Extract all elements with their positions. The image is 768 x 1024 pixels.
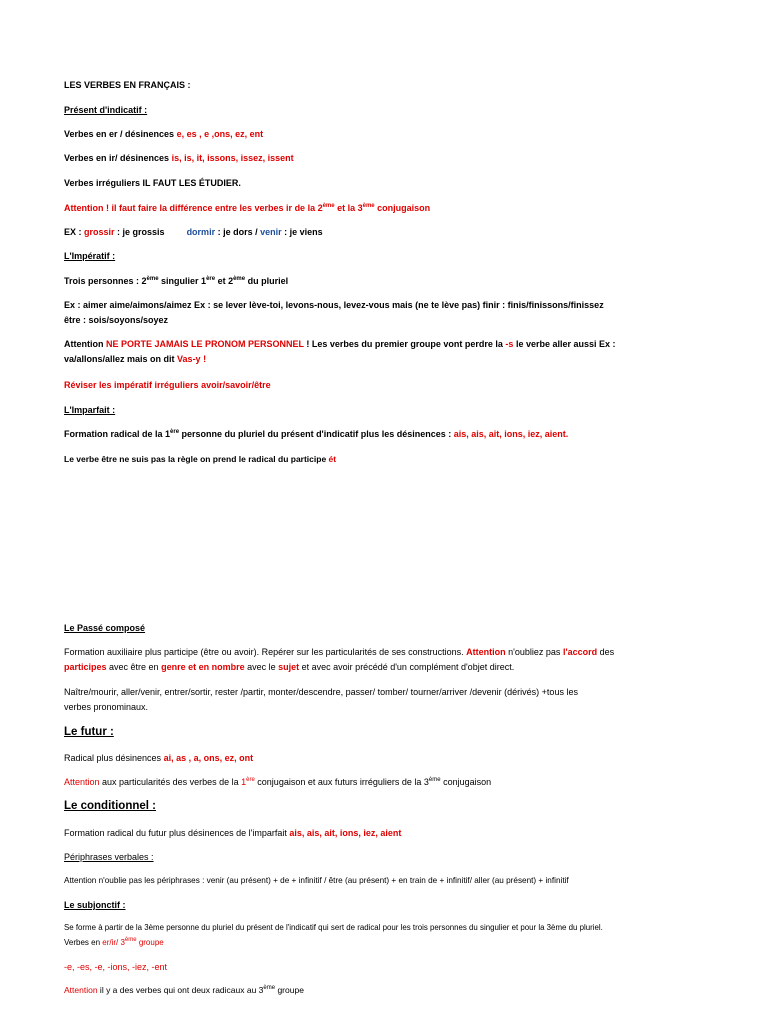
passe-accord: l'accord: [562, 647, 598, 657]
imparfait-formation-line: [64, 428, 728, 440]
attention-vasy: Vas-y !: [177, 354, 207, 364]
attention-text-c: conjugaison: [374, 203, 431, 213]
subjonctif-text: il y a des verbes qui ont deux radicaux au 3: [97, 985, 264, 995]
sup-ordinal: ème: [146, 276, 159, 282]
subjonctif-attention: Attention: [64, 985, 98, 995]
sup-ordinal: ère: [206, 276, 216, 282]
subjonctif-line2: [64, 937, 728, 949]
attention-s: -s: [505, 339, 514, 349]
subjonctif-heading: Le subjonctif :: [64, 900, 126, 910]
persons-text: et 2: [215, 276, 234, 286]
imperatif-examples-line1: Ex : aimer aime/aimons/aimez Ex : se lever lève-toi, levons-nous, levez-vous mais (ne te lève pas) finir : finis/finissons/finissez: [64, 300, 604, 310]
imparfait-etre-line: [64, 453, 728, 465]
conditionnel-text: Formation radical du futur plus désinences de l'imparfait: [64, 828, 290, 838]
persons-text: Trois personnes : 2: [64, 276, 147, 286]
futur-text: conjugaison et aux futurs irréguliers de la 3: [254, 777, 429, 787]
example-verb-dormir: dormir: [186, 227, 216, 237]
sup-ordinal: ème: [428, 777, 441, 783]
imparfait-text: Formation radical de la 1: [64, 429, 171, 439]
present-irregular-line: Verbes irréguliers IL FAUT LES ÉTUDIER.: [64, 178, 241, 188]
present-er-label: Verbes en er / désinences: [64, 129, 177, 139]
present-ir-label: Verbes en ir/ désinences: [64, 153, 172, 163]
imperatif-reviser-line: Réviser les impératif irréguliers avoir/savoir/être: [64, 380, 271, 390]
present-heading: Présent d'indicatif :: [64, 105, 148, 115]
periphrases-heading: Périphrases verbales :: [64, 852, 154, 862]
imparfait-etre-red: ét: [328, 454, 337, 464]
subjonctif-red: groupe: [136, 938, 164, 947]
sup-ordinal: ème: [124, 937, 137, 943]
subjonctif-attention-line: [64, 984, 728, 996]
attention-text: va/allons/allez mais on dit: [64, 354, 178, 364]
futur-endings: ai, as , a, ons, ez, ont: [163, 753, 254, 763]
passe-text: avec le: [244, 662, 279, 672]
imperatif-heading: L'Impératif :: [64, 251, 116, 261]
futur-text: conjugaison: [440, 777, 492, 787]
example-label: EX :: [64, 227, 85, 237]
example-conj: : je grossis: [114, 227, 165, 237]
futur-text: Radical plus désinences: [64, 753, 164, 763]
sup-ordinal: ère: [170, 429, 180, 435]
conditionnel-line1: [64, 827, 728, 839]
periphrases-line1: Attention n'oublie pas les périphrases : venir (au présent) + de + infinitif / être (au présent) + en train de + infinitif/ aller (au présent) + infinitif: [64, 876, 569, 885]
present-er-endings: e, es , e ,ons, ez, ent: [176, 129, 264, 139]
sup-ordinal: ème: [233, 276, 246, 282]
attention-highlight: NE PORTE JAMAIS LE PRONOM PERSONNEL: [106, 339, 304, 349]
passe-text: et avec avoir précédé d'un complément d'objet direct.: [299, 662, 515, 672]
passe-text: des: [597, 647, 615, 657]
attention-label: Attention: [64, 339, 106, 349]
futur-line2: [64, 776, 728, 788]
attention-text: le verbe aller aussi Ex :: [513, 339, 616, 349]
conditionnel-heading: Le conditionnel :: [64, 800, 156, 812]
passe-heading: Le Passé composé: [64, 623, 146, 633]
futur-heading: Le futur :: [64, 726, 114, 738]
futur-first: 1: [241, 777, 247, 787]
persons-text: du pluriel: [245, 276, 289, 286]
attention-text-a: Attention ! il faut faire la différence entre les verbes ir de la 2: [64, 203, 323, 213]
imperatif-persons-line: [64, 275, 728, 287]
subjonctif-line1: Se forme à partir de la 3ème personne du pluriel du présent de l'indicatif qui sert de radical pour les trois personnes du singulier et pour la 3ème du pluriel.: [64, 923, 603, 932]
present-ir-line: [64, 152, 728, 164]
imperatif-attention-line2: [64, 353, 728, 365]
example-verb-venir: venir: [260, 227, 282, 237]
present-attention-line: [64, 202, 728, 214]
passe-text: avec être en: [106, 662, 162, 672]
imparfait-endings: ais, ais, ait, ions, iez, aient.: [453, 429, 569, 439]
sup-ordinal: ème: [263, 985, 276, 991]
passe-attention: Attention: [466, 647, 506, 657]
subjonctif-red: er/ir/ 3: [102, 938, 125, 947]
passe-text: Formation auxiliaire plus participe (être ou avoir). Repérer sur les particularités de ses constructions.: [64, 647, 467, 657]
present-ir-endings: is, is, it, issons, issez, issent: [171, 153, 294, 163]
passe-genre: genre et en nombre: [161, 662, 245, 672]
passe-line4: verbes pronominaux.: [64, 702, 149, 712]
imparfait-heading: L'Imparfait :: [64, 405, 116, 415]
example-conj: : je viens: [281, 227, 323, 237]
passe-line2: [64, 661, 728, 673]
futur-text: aux particularités des verbes de la: [99, 777, 242, 787]
futur-attention: Attention: [64, 777, 100, 787]
sup-ordinal: ème: [362, 203, 375, 209]
imperatif-attention-line1: [64, 338, 728, 350]
document-title: LES VERBES EN FRANÇAIS :: [64, 80, 191, 90]
imparfait-text: personne du pluriel du présent d'indicatif plus les désinences :: [179, 429, 454, 439]
subjonctif-text: Verbes en: [64, 938, 103, 947]
present-er-line: [64, 128, 728, 140]
passe-participes: participes: [64, 662, 107, 672]
subjonctif-text: groupe: [275, 985, 304, 995]
example-verb-grossir: grossir: [84, 227, 115, 237]
sup-ordinal: ère: [246, 777, 255, 783]
passe-text: n'oubliez pas: [505, 647, 563, 657]
imperatif-examples-line2: être : sois/soyons/soyez: [64, 315, 169, 325]
persons-text: singulier 1: [158, 276, 207, 286]
subjonctif-endings: -e, -es, -e, -ions, -iez, -ent: [64, 962, 168, 972]
example-conj: : je dors /: [215, 227, 261, 237]
futur-line1: [64, 752, 728, 764]
attention-text-b: et la 3: [334, 203, 363, 213]
passe-line3: Naître/mourir, aller/venir, entrer/sortir, rester /partir, monter/descendre, passer/ tomber/ tourner/arriver /devenir (dérivés) +tous les: [64, 687, 578, 697]
conditionnel-endings: ais, ais, ait, ions, iez, aient: [289, 828, 402, 838]
passe-line1: [64, 646, 728, 658]
present-example-line: [64, 226, 728, 238]
imparfait-etre-text: Le verbe être ne suis pas la règle on prend le radical du participe: [64, 454, 329, 464]
sup-ordinal: ème: [322, 203, 335, 209]
passe-sujet: sujet: [278, 662, 300, 672]
attention-text: ! Les verbes du premier groupe vont perdre la: [303, 339, 506, 349]
